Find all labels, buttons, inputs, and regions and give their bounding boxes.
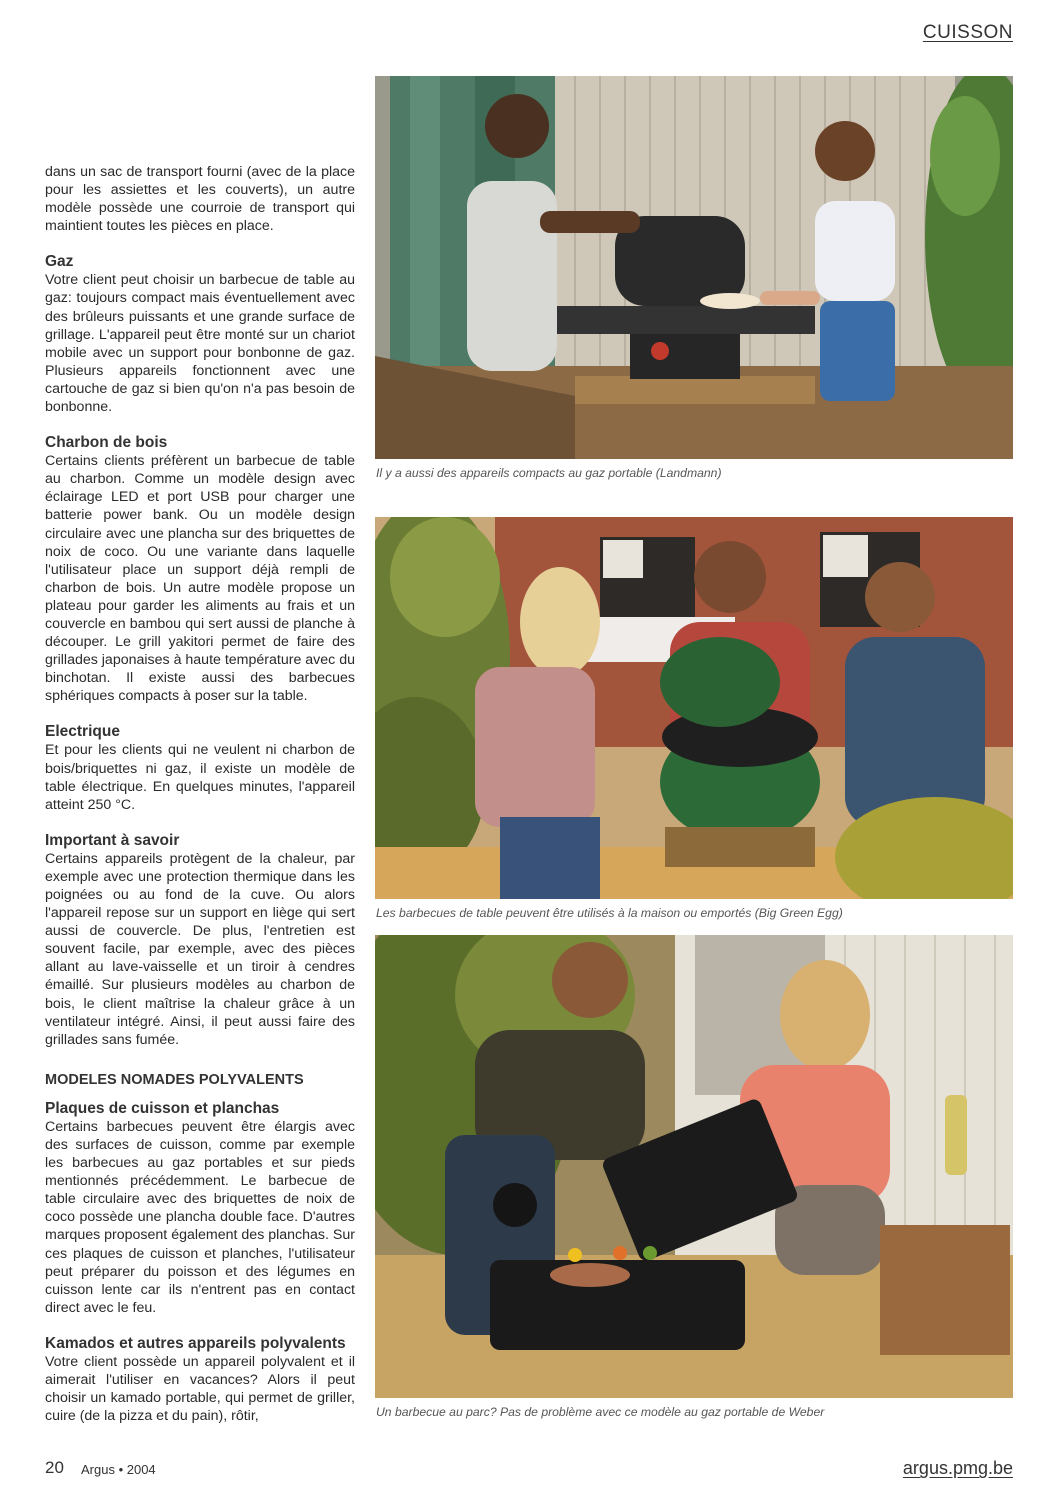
photo-kamado-friends [375, 517, 1013, 899]
photo-gas-grill-couple [375, 76, 1013, 459]
page-number: 20 [45, 1458, 64, 1477]
photo-portable-gas-grill [375, 935, 1013, 1398]
important-paragraph: Certains appareils protègent de la chaleur, par exemple avec une protection thermique dans les poignées ou au fond de la cuve. Ou alors l'appareil repose sur un support en liège qui sert aussi de couvercle. De plus, l'entretien est souvent facile, par exemple, avec des pièces allant au lave-vaisselle et un tiroir à cendres émaillé. Sur plusieurs modèles au charbon de bois, le client maîtrise la chaleur grâce à un ventilateur intégré. Ainsi, il peut aussi faire des grillades sans fumée. [45, 850, 355, 1048]
nomades-section-heading: MODELES NOMADES POLYVALENTS [45, 1071, 304, 1088]
gaz-paragraph: Votre client peut choisir un barbecue de table au gaz: toujours compact mais éventuellement avec des brûleurs puissants et une grande surface de grillage. L'appareil peut être monté sur un chariot mobile avec un support pour bonbonne de gaz. Plusieurs appareils fonctionnent avec une cartouche de gaz si bien qu'on n'a pas besoin de bonbonne. [45, 272, 355, 416]
plaques-heading: Plaques de cuisson et planchas [45, 1099, 280, 1117]
charbon-paragraph: Certains clients préfèrent un barbecue de table au charbon. Comme un modèle design avec éclairage LED et port USB pour charger une batterie power bank. Ou un modèle design circulaire avec une plancha sur des briquettes de noix de coco. Ou une variante dans laquelle l'utilisateur place un support déjà rempli de charbon de bois. Un autre modèle propose un plateau pour garder les aliments au frais et un couvercle en bambou qui sert aussi de planche à découper. Le grill yakitori permet de faire des grillades japonaises à haute température avec du binchotan. Il existe aussi des barbecues sphériques compacts à poser sur la table. [45, 453, 355, 705]
website-link[interactable]: argus.pmg.be [902, 1458, 1013, 1478]
article-text-column [45, 163, 355, 1425]
kamados-paragraph: Votre client possède un appareil polyvalent et il aimerait l'utiliser en vacances? Alors il peut choisir un kamado portable, qui permet de griller, cuire (de la pizza et du pain), rôtir, [45, 1353, 355, 1425]
electrique-heading: Electrique [45, 723, 120, 741]
caption-photo-3: Un barbecue au parc? Pas de problème avec ce modèle au gaz portable de Weber [376, 1405, 825, 1419]
important-heading: Important à savoir [45, 831, 180, 849]
charbon-heading: Charbon de bois [45, 434, 168, 452]
caption-photo-2: Les barbecues de table peuvent être utilisés à la maison ou emportés (Big Green Egg) [376, 906, 843, 920]
publication-label: Argus • 2004 [81, 1462, 156, 1477]
gaz-heading: Gaz [45, 253, 74, 271]
intro-paragraph: dans un sac de transport fourni (avec de la place pour les assiettes et les couverts), un autre modèle possède une courroie de transport qui maintient toutes les pièces en place. [45, 164, 355, 235]
plaques-paragraph: Certains barbecues peuvent être élargis avec des surfaces de cuisson, comme par exemple les barbecues au gaz portables et sur pieds mentionnés précédemment. Le barbecue de table circulaire avec des briquettes de noix de coco possède une plancha double face. D'autres marques proposent également des planchas. Sur ces plaques de cuisson et planches, l'utilisateur peut préparer du poisson et des légumes en cuisson lente car ils n'entrent pas en contact direct avec le feu. [45, 1118, 355, 1316]
caption-photo-1: Il y a aussi des appareils compacts au gaz portable (Landmann) [376, 466, 722, 480]
section-label: CUISSON [922, 22, 1013, 43]
kamados-heading: Kamados et autres appareils polyvalents [45, 1334, 346, 1352]
electrique-paragraph: Et pour les clients qui ne veulent ni charbon de bois/briquettes ni gaz, il existe un modèle de table électrique. En quelques minutes, l'appareil atteint 250 °C. [45, 742, 355, 813]
